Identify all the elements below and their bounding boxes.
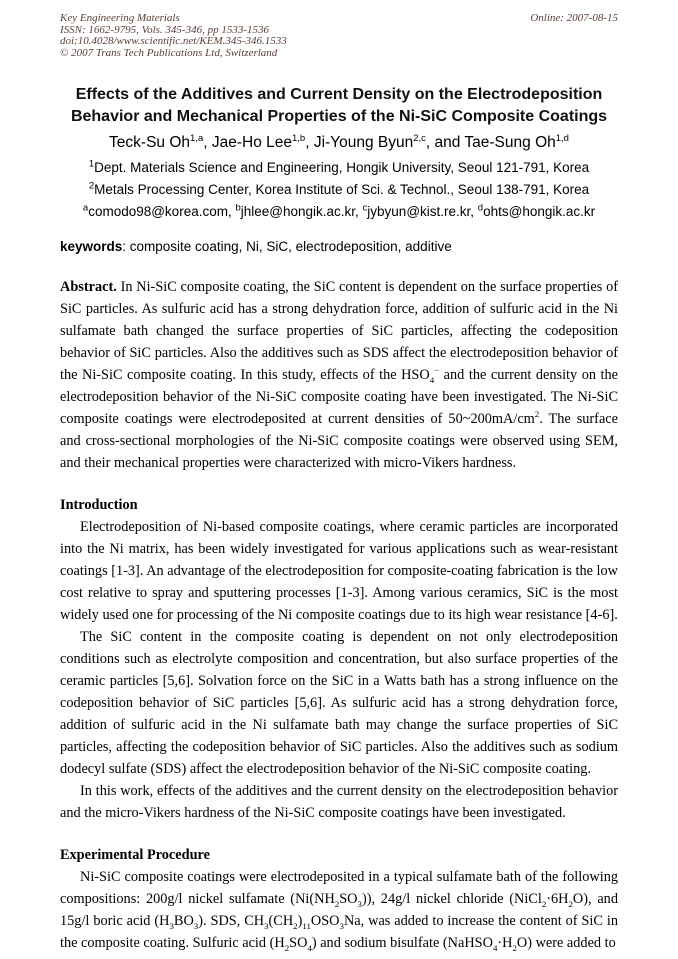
- online-date: Online: 2007-08-15: [530, 12, 618, 24]
- paper-title-line-1: Effects of the Additives and Current Density on the Electrodeposition: [75, 86, 603, 103]
- affiliation-1: $^1$Dept. Materials Science and Engineering, Hongik University, Seoul 121-791, Korea: [88, 158, 590, 175]
- section-heading-experimental: Experimental Procedure: [60, 847, 210, 863]
- author-emails: $^a$comodo98@korea.com, $^b$jhlee@hongik.ac.kr, $^c$jybyun@kist.re.kr, $^d$ohts@hongik.ac.kr: [82, 202, 596, 219]
- experimental-paragraph-1: Ni-SiC composite coatings were electrodeposited in a typical sulfamate bath of the following compositions: 200g/l nickel sulfamate $(Ni(NH_2SO_3))$, 24g/l nickel chloride $(NiCl_2\cdot 6H_2O)$, and 15g/l boric acid $(H_3BO_3)$. SDS, $CH_3(CH_2)_{11}OSO_3Na$, was added to increase the content of SiC in the composite coating. Sulfuric acid $(H_2SO_4)$ and sodium bisulfate $(NaHSO_4\cdot H_2O)$ were added to: [60, 869, 618, 953]
- keywords-line: keywords: composite coating, Ni, SiC, electrodeposition, additive: [60, 239, 452, 254]
- authors-line: Teck-Su Oh$^{1,a}$, Jae-Ho Lee$^{1,b}$, Ji-Young Byun$^{2,c}$, and Tae-Sung Oh$^{1,d}$: [109, 132, 569, 151]
- copyright-line: © 2007 Trans Tech Publications Ltd, Switzerland: [60, 46, 278, 59]
- paper-title: [60, 84, 618, 128]
- issn-line: ISSN: 1662-9795, Vols. 345-346, pp 1533-1536: [60, 23, 269, 36]
- section-heading-introduction: Introduction: [60, 497, 138, 513]
- affiliations-block: [60, 157, 618, 223]
- journal-title: Key Engineering Materials: [60, 12, 180, 24]
- affiliation-2: $^2$Metals Processing Center, Korea Institute of Sci. & Technol., Seoul 138-791, Korea: [88, 180, 590, 197]
- introduction-paragraph-2: The SiC content in the composite coating is dependent on not only electrodeposition conditions such as electrolyte composition and concentration, but also surface properties of the ceramic particles [5,6]. Solvation force on the SiC in a Watts bath has a strong influence on the codeposition behavior of SiC particles [5,6]. As sulfuric acid has a strong dehydration force, addition of sulfuric acid in the Ni sulfamate bath may change the surface properties of SiC particles, affecting the codeposition behavior of SiC particles. Also the additives such as sodium dodecyl sulfate (SDS) affect the electrodeposition behavior of the Ni-SiC composite coating.: [60, 629, 618, 777]
- introduction-paragraph-1: Electrodeposition of Ni-based composite coatings, where ceramic particles are incorporated into the Ni matrix, has been widely investigated for various applications such as wear-resistant coatings [1-3]. An advantage of the electrodeposition for composite-coating fabrication is the low cost relative to spray and sputtering processes [1-3]. Among various ceramics, SiC is the most widely used one for processing of the Ni composite coatings due to its high wear resistance [4-6].: [60, 519, 618, 623]
- pdf-header: [60, 13, 618, 59]
- doi-line: doi:10.4028/www.scientific.net/KEM.345-346.1533: [60, 35, 287, 47]
- introduction-paragraph-3: In this work, effects of the additives and the current density on the electrodeposition behavior and the micro-Vikers hardness of the Ni-SiC composite coatings have been investigated.: [60, 783, 618, 821]
- paper-title-line-2: Behavior and Mechanical Properties of the Ni-SiC Composite Coatings: [70, 108, 608, 125]
- abstract-paragraph: Abstract. In Ni-SiC composite coating, the SiC content is dependent on the surface properties of SiC particles. As sulfuric acid has a strong dehydration force, addition of sulfuric acid in the Ni sulfamate bath changed the surface properties of SiC particles, affecting the codeposition behavior of SiC particles. Also the additives such as SDS affect the electrodeposition behavior of the Ni-SiC composite coating. In this study, effects of the $HSO_4^-$ and the current density on the electrodeposition behavior of the Ni-SiC composite coating have been investigated. The Ni-SiC composite coatings were electrodeposited at current densities of $50\sim 200mA/cm^2$. The surface and cross-sectional morphologies of the Ni-SiC composite coatings were observed using SEM, and their mechanical properties were characterized with micro-Vikers hardness.: [60, 279, 618, 471]
